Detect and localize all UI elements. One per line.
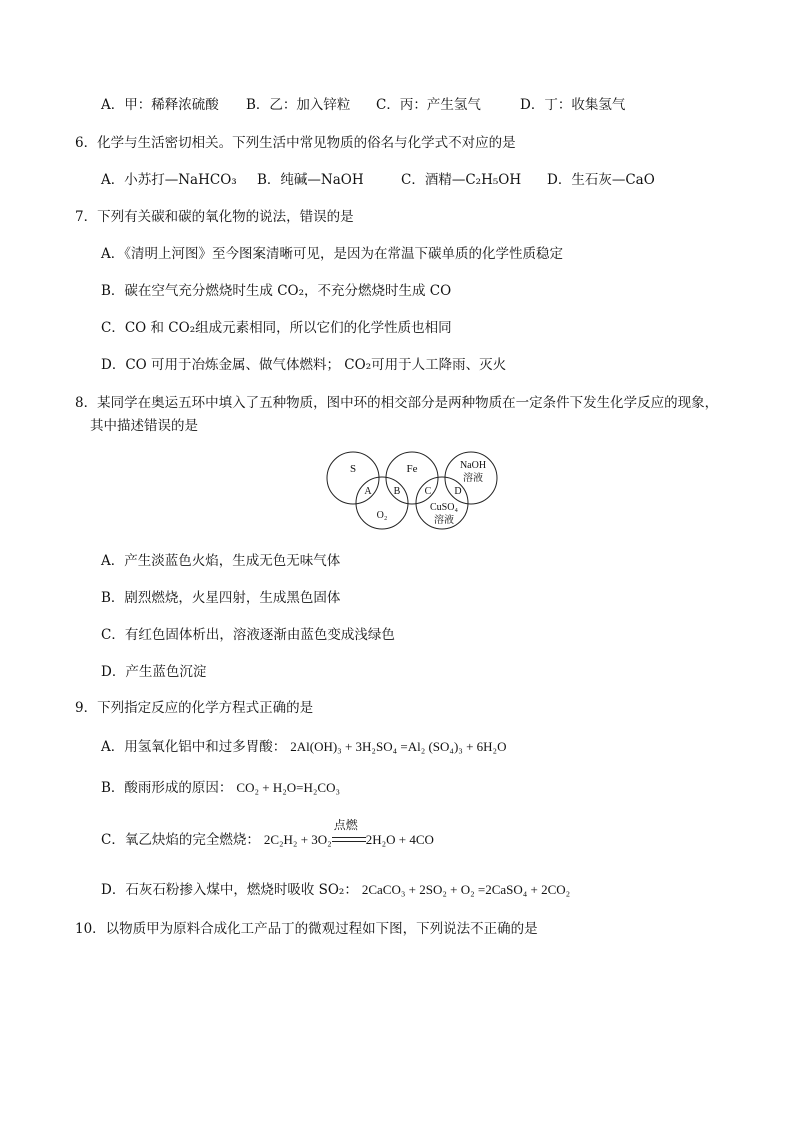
ring-naoh-label-1: NaOH	[459, 460, 487, 471]
q9-option-b-equation: CO₂ + H₂O=H₂CO₃	[236, 780, 340, 795]
q9-option-a-equation: 2Al(OH)₃ + 3H₂SO₄ =Al₂ (SO₄)₃ + 6H₂O	[290, 739, 507, 754]
q6-option-b: B．纯碱—NaOH	[257, 172, 364, 188]
ring-cuso4-label-1: CuSO₄	[430, 502, 458, 513]
q9-option-c-text: C．氧乙炔焰的完全燃烧：	[101, 832, 260, 848]
olympic-rings-diagram	[318, 448, 508, 532]
q9-option-c	[101, 818, 434, 850]
q5-option-a: A．甲：稀释浓硫酸	[101, 97, 219, 113]
ring-cuso4-label-2: 溶液	[434, 515, 454, 526]
intersection-c-label: C	[424, 486, 432, 497]
q9-option-c-equation-left: 2C₂H₂ + 3O₂	[263, 832, 332, 847]
q9-stem: 9．下列指定反应的化学方程式正确的是	[75, 700, 314, 716]
q9-option-b	[101, 778, 340, 798]
q6-stem: 6．化学与生活密切相关。下列生活中常见物质的俗名与化学式不对应的是	[75, 135, 516, 151]
q9-option-c-condition: 点燃	[333, 818, 358, 832]
q8-stem-line-1: 8．某同学在奥运五环中填入了五种物质，图中环的相交部分是两种物质在一定条件下发生化学反应的现象，	[75, 395, 719, 411]
q9-option-a	[101, 737, 506, 757]
ring-naoh-label-2: 溶液	[463, 473, 483, 484]
q6-option-d: D．生石灰—CaO	[547, 172, 655, 188]
ring-o2	[356, 477, 408, 529]
q6-option-a: A．小苏打—NaHCO₃	[101, 172, 237, 188]
q5-option-d: D．丁：收集氢气	[520, 97, 626, 113]
q9-option-a-text: A．用氢氧化铝中和过多胃酸：	[101, 739, 287, 755]
q9-option-c-double-line	[332, 837, 366, 842]
q6-option-c: C．酒精—C₂H₅OH	[401, 172, 522, 188]
q8-stem-line-2: 其中描述错误的是	[90, 418, 198, 434]
q8-option-c: C．有红色固体析出，溶液逐渐由蓝色变成浅绿色	[101, 627, 395, 643]
intersection-a-label: A	[364, 486, 372, 497]
q9-option-c-condition-arrow	[332, 818, 366, 850]
q7-option-d: D．CO 可用于冶炼金属、做气体燃料； CO₂可用于人工降雨、灭火	[101, 357, 507, 373]
q5-option-b: B．乙：加入锌粒	[246, 97, 351, 113]
ring-o2-label: O₂	[376, 510, 388, 521]
q7-stem: 7．下列有关碳和碳的氧化物的说法，错误的是	[75, 209, 354, 225]
q5-option-c: C．丙：产生氢气	[376, 97, 481, 113]
q9-option-d-text: D．石灰石粉掺入煤中，燃烧时吸收 SO₂：	[101, 882, 358, 898]
q9-option-c-equation-right: 2H₂O + 4CO	[365, 832, 434, 847]
q9-option-d	[101, 880, 570, 900]
q9-option-b-text: B．酸雨形成的原因：	[101, 780, 233, 796]
q7-option-c: C．CO 和 CO₂组成元素相同，所以它们的化学性质也相同	[101, 320, 452, 336]
intersection-b-label: B	[393, 486, 401, 497]
q9-option-d-equation: 2CaCO₃ + 2SO₂ + O₂ =2CaSO₄ + 2CO₂	[361, 882, 571, 897]
q7-option-a: A．《清明上河图》至今图案清晰可见，是因为在常温下碳单质的化学性质稳定	[101, 246, 563, 262]
intersection-d-label: D	[454, 486, 462, 497]
q8-option-b: B．剧烈燃烧，火星四射，生成黑色固体	[101, 590, 341, 606]
q10-stem: 10．以物质甲为原料合成化工产品丁的微观过程如下图，下列说法不正确的是	[75, 921, 538, 937]
q8-option-d: D．产生蓝色沉淀	[101, 664, 207, 680]
q8-option-a: A．产生淡蓝色火焰，生成无色无味气体	[101, 553, 341, 569]
ring-s-label: S	[349, 463, 357, 475]
q7-option-b: B．碳在空气充分燃烧时生成 CO₂，不充分燃烧时生成 CO	[101, 283, 452, 299]
ring-fe-label: Fe	[406, 463, 418, 475]
